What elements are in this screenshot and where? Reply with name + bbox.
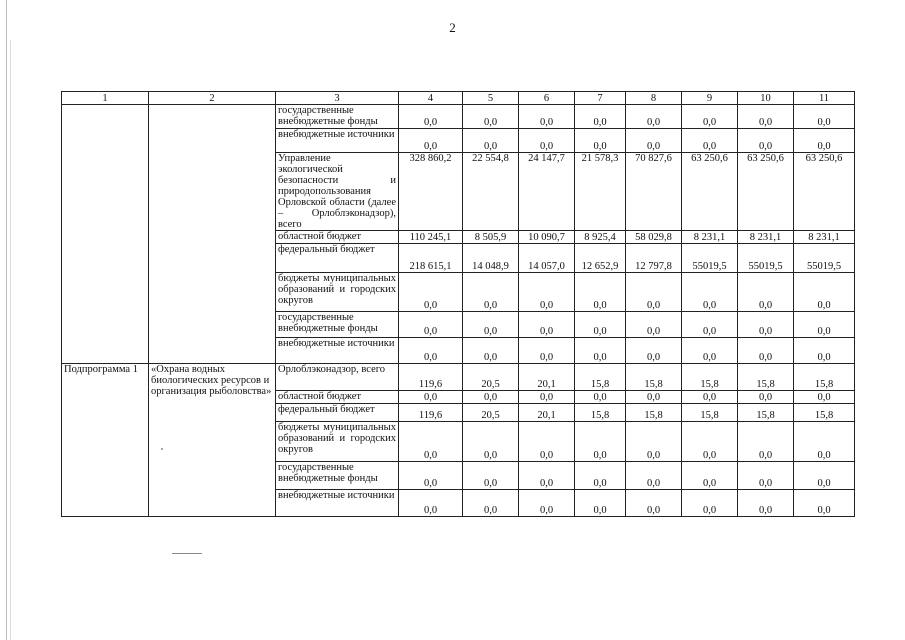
value-cell: 0,0: [463, 129, 519, 153]
header-cell: 5: [463, 92, 519, 105]
value-cell: 0,0: [626, 338, 682, 364]
value-cell: 20,1: [519, 404, 575, 422]
source-label-cell: областной бюджет: [276, 231, 399, 244]
value-cell: 0,0: [519, 312, 575, 338]
value-cell: 0,0: [682, 129, 738, 153]
value-cell: 0,0: [399, 129, 463, 153]
header-cell: 2: [149, 92, 276, 105]
value-cell: 15,8: [738, 364, 794, 391]
value-cell: 8 925,4: [575, 231, 626, 244]
value-cell: 119,6: [399, 364, 463, 391]
value-cell: 58 029,8: [626, 231, 682, 244]
value-cell: 24 147,7: [519, 153, 575, 231]
value-cell: 0,0: [794, 490, 855, 517]
value-cell: 0,0: [519, 338, 575, 364]
scan-mark: [172, 553, 202, 554]
scan-dot: [161, 448, 163, 450]
header-cell: 8: [626, 92, 682, 105]
value-cell: 0,0: [794, 462, 855, 490]
value-cell: 0,0: [738, 129, 794, 153]
value-cell: 0,0: [463, 273, 519, 312]
value-cell: 0,0: [626, 105, 682, 129]
table-header-row: [62, 92, 855, 105]
value-cell: 0,0: [463, 312, 519, 338]
value-cell: 0,0: [738, 490, 794, 517]
value-cell: 0,0: [575, 273, 626, 312]
value-cell: 55019,5: [738, 244, 794, 273]
value-cell: 0,0: [575, 490, 626, 517]
source-label-cell: областной бюджет: [276, 391, 399, 404]
value-cell: 0,0: [463, 391, 519, 404]
value-cell: 0,0: [463, 490, 519, 517]
header-cell: 3: [276, 92, 399, 105]
source-label-cell: федеральный бюджет: [276, 404, 399, 422]
value-cell: 55019,5: [682, 244, 738, 273]
value-cell: 0,0: [794, 391, 855, 404]
value-cell: 0,0: [682, 490, 738, 517]
value-cell: 0,0: [682, 312, 738, 338]
header-cell: 11: [794, 92, 855, 105]
source-label-cell: бюджеты муниципальных образований и городских округов: [276, 273, 399, 312]
header-cell: 6: [519, 92, 575, 105]
source-label-cell: Управление экологической безопасности и природопользования Орловской области (далее – Орлоблэконадзор), всего: [276, 153, 399, 231]
value-cell: 0,0: [575, 422, 626, 462]
value-cell: 15,8: [794, 364, 855, 391]
value-cell: 0,0: [738, 391, 794, 404]
value-cell: 0,0: [575, 312, 626, 338]
source-label-cell: внебюджетные источники: [276, 338, 399, 364]
value-cell: 0,0: [794, 338, 855, 364]
value-cell: 21 578,3: [575, 153, 626, 231]
value-cell: 0,0: [519, 129, 575, 153]
value-cell: 0,0: [463, 462, 519, 490]
header-cell: 10: [738, 92, 794, 105]
source-label-cell: государственные внебюджетные фонды: [276, 312, 399, 338]
value-cell: 0,0: [682, 338, 738, 364]
value-cell: 0,0: [626, 391, 682, 404]
value-cell: 0,0: [626, 312, 682, 338]
value-cell: 0,0: [575, 129, 626, 153]
header-cell: 1: [62, 92, 149, 105]
value-cell: 0,0: [519, 490, 575, 517]
header-cell: 4: [399, 92, 463, 105]
value-cell: 0,0: [399, 422, 463, 462]
value-cell: 0,0: [794, 312, 855, 338]
value-cell: 0,0: [399, 490, 463, 517]
value-cell: 119,6: [399, 404, 463, 422]
value-cell: 0,0: [519, 462, 575, 490]
program-name-cell: Подпрограмма 1: [62, 364, 149, 517]
value-cell: 15,8: [626, 364, 682, 391]
value-cell: 63 250,6: [738, 153, 794, 231]
value-cell: 8 231,1: [738, 231, 794, 244]
value-cell: 8 231,1: [794, 231, 855, 244]
value-cell: 63 250,6: [794, 153, 855, 231]
value-cell: 0,0: [399, 462, 463, 490]
value-cell: 20,5: [463, 404, 519, 422]
value-cell: 20,5: [463, 364, 519, 391]
value-cell: 0,0: [399, 391, 463, 404]
header-cell: 7: [575, 92, 626, 105]
value-cell: 0,0: [519, 105, 575, 129]
program-title-cell: «Охрана водных биологических ресурсов и организация рыболовства»: [149, 364, 276, 517]
value-cell: 14 048,9: [463, 244, 519, 273]
value-cell: 0,0: [519, 273, 575, 312]
value-cell: 0,0: [575, 462, 626, 490]
source-label-cell: федеральный бюджет: [276, 244, 399, 273]
source-label-cell: государственные внебюджетные фонды: [276, 462, 399, 490]
program-name-cell: [62, 105, 149, 364]
value-cell: 0,0: [682, 273, 738, 312]
value-cell: 15,8: [682, 404, 738, 422]
value-cell: 8 231,1: [682, 231, 738, 244]
value-cell: 0,0: [575, 338, 626, 364]
table-row: [62, 364, 855, 391]
value-cell: 63 250,6: [682, 153, 738, 231]
page-number: 2: [449, 20, 456, 35]
value-cell: 0,0: [794, 422, 855, 462]
program-title-cell: [149, 105, 276, 364]
value-cell: 0,0: [626, 462, 682, 490]
value-cell: 15,8: [682, 364, 738, 391]
value-cell: 15,8: [575, 364, 626, 391]
value-cell: 0,0: [463, 105, 519, 129]
value-cell: 8 505,9: [463, 231, 519, 244]
value-cell: 0,0: [626, 129, 682, 153]
value-cell: 15,8: [626, 404, 682, 422]
value-cell: 0,0: [575, 105, 626, 129]
value-cell: 0,0: [399, 338, 463, 364]
scan-edge-line-inner: [10, 40, 11, 640]
value-cell: 0,0: [794, 129, 855, 153]
source-label-cell: Орлоблэконадзор, всего: [276, 364, 399, 391]
value-cell: 55019,5: [794, 244, 855, 273]
value-cell: 15,8: [738, 404, 794, 422]
value-cell: 0,0: [626, 490, 682, 517]
value-cell: 0,0: [399, 105, 463, 129]
value-cell: 0,0: [682, 391, 738, 404]
source-label-cell: государственные внебюджетные фонды: [276, 105, 399, 129]
budget-table: [61, 91, 855, 517]
value-cell: 0,0: [463, 422, 519, 462]
value-cell: 0,0: [738, 312, 794, 338]
value-cell: 0,0: [794, 273, 855, 312]
value-cell: 0,0: [682, 462, 738, 490]
value-cell: 0,0: [738, 338, 794, 364]
value-cell: 0,0: [399, 312, 463, 338]
value-cell: 12 652,9: [575, 244, 626, 273]
value-cell: 15,8: [575, 404, 626, 422]
value-cell: 22 554,8: [463, 153, 519, 231]
value-cell: 0,0: [463, 338, 519, 364]
value-cell: 0,0: [399, 273, 463, 312]
value-cell: 0,0: [575, 391, 626, 404]
value-cell: 328 860,2: [399, 153, 463, 231]
value-cell: 0,0: [738, 273, 794, 312]
value-cell: 0,0: [519, 422, 575, 462]
value-cell: 0,0: [682, 105, 738, 129]
value-cell: 15,8: [794, 404, 855, 422]
scan-edge-line: [6, 0, 7, 640]
header-cell: 9: [682, 92, 738, 105]
value-cell: 70 827,6: [626, 153, 682, 231]
source-label-cell: внебюджетные источники: [276, 490, 399, 517]
source-label-cell: бюджеты муниципальных образований и городских округов: [276, 422, 399, 462]
value-cell: 0,0: [738, 462, 794, 490]
value-cell: 20,1: [519, 364, 575, 391]
value-cell: 110 245,1: [399, 231, 463, 244]
value-cell: 0,0: [519, 391, 575, 404]
table-row: [62, 105, 855, 129]
value-cell: 0,0: [738, 422, 794, 462]
value-cell: 0,0: [626, 273, 682, 312]
value-cell: 12 797,8: [626, 244, 682, 273]
value-cell: 0,0: [794, 105, 855, 129]
value-cell: 10 090,7: [519, 231, 575, 244]
value-cell: 14 057,0: [519, 244, 575, 273]
source-label-cell: внебюджетные источники: [276, 129, 399, 153]
value-cell: 218 615,1: [399, 244, 463, 273]
value-cell: 0,0: [682, 422, 738, 462]
value-cell: 0,0: [738, 105, 794, 129]
value-cell: 0,0: [626, 422, 682, 462]
